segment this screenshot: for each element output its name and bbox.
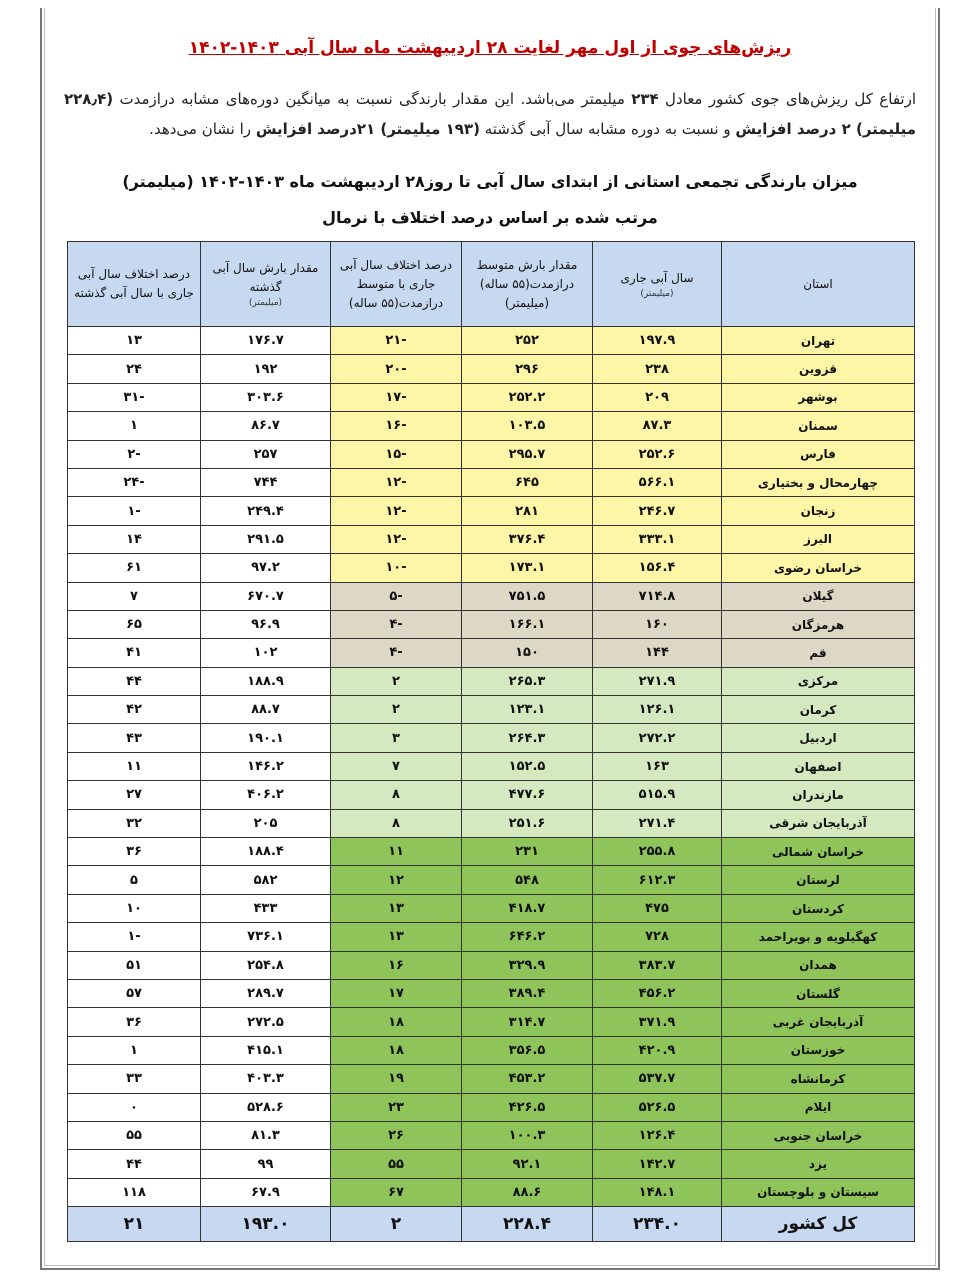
cell-province: اصفهان [722,752,915,780]
cell-longterm: ۳۷۶.۴ [462,525,593,553]
cell-current: ۴۷۵ [593,894,722,922]
table-row [68,327,915,355]
cell-province: اردبیل [722,724,915,752]
cell-province: آذربایجان شرقی [722,809,915,837]
cell-province: قم [722,639,915,667]
cell-diff-last: ۴۴ [68,1150,201,1178]
table-row [68,951,915,979]
cell-diff-normal: ۸ [331,809,462,837]
header-province: استان [722,242,915,327]
cell-last-year: ۸۱.۳ [201,1121,331,1149]
cell-longterm: ۲۶۵.۳ [462,667,593,695]
header-longterm-average: مقدار بارش متوسط درازمدت(۵۵ ساله) (میلیمتر) [462,242,593,327]
table-row [68,639,915,667]
table-row [68,610,915,638]
cell-last-year: ۷۳۶.۱ [201,923,331,951]
table-row [68,383,915,411]
cell-last-year: ۹۹ [201,1150,331,1178]
cell-last-year: ۹۶.۹ [201,610,331,638]
cell-province: خراسان شمالی [722,838,915,866]
cell-longterm: ۴۱۸.۷ [462,894,593,922]
cell-current: ۱۴۲.۷ [593,1150,722,1178]
header-diff-last-year: درصد اختلاف سال آبی جاری با سال آبی گذشته [68,242,201,327]
cell-diff-normal: -۴ [331,610,462,638]
cell-longterm: ۳۲۹.۹ [462,951,593,979]
cell-province: کهگیلویه و بویراحمد [722,923,915,951]
cell-diff-normal: -۱۷ [331,383,462,411]
table-row [68,781,915,809]
cell-current: ۱۶۰ [593,610,722,638]
cell-province: بوشهر [722,383,915,411]
cell-diff-last: ۱۰ [68,894,201,922]
cell-last-year: ۹۷.۲ [201,554,331,582]
cell-diff-normal: ۷ [331,752,462,780]
table-row [68,667,915,695]
cell-diff-last: ۴۳ [68,724,201,752]
cell-province: ایلام [722,1093,915,1121]
cell-diff-normal: ۲ [331,667,462,695]
table-total-row [68,1207,915,1242]
cell-province: سیستان و بلوچستان [722,1178,915,1206]
total-current: ۲۳۴.۰ [593,1207,722,1242]
cell-diff-normal: ۱۸ [331,1036,462,1064]
cell-last-year: ۸۶.۷ [201,412,331,440]
table-row [68,724,915,752]
cell-current: ۱۶۳ [593,752,722,780]
intro-text-3: و نسبت به دوره مشابه سال آبی گذشته [479,120,736,138]
table-header-row [68,242,915,327]
cell-last-year: ۲۵۷ [201,440,331,468]
table-row [68,525,915,553]
cell-longterm: ۴۲۶.۵ [462,1093,593,1121]
table-row [68,1093,915,1121]
cell-diff-last: -۱ [68,923,201,951]
cell-diff-last: ۳۲ [68,809,201,837]
cell-longterm: ۶۴۶.۲ [462,923,593,951]
cell-diff-normal: ۱۷ [331,979,462,1007]
cell-current: ۱۲۶.۱ [593,696,722,724]
cell-province: خراسان جنوبی [722,1121,915,1149]
cell-current: ۵۲۶.۵ [593,1093,722,1121]
table-row [68,1121,915,1149]
cell-last-year: ۲۵۴.۸ [201,951,331,979]
cell-diff-last: -۳۱ [68,383,201,411]
cell-diff-last: ۱۴ [68,525,201,553]
cell-longterm: ۳۵۶.۵ [462,1036,593,1064]
cell-diff-last: ۱ [68,1036,201,1064]
cell-longterm: ۲۵۲.۲ [462,383,593,411]
cell-last-year: ۶۷۰.۷ [201,582,331,610]
cell-diff-normal: -۱۲ [331,525,462,553]
cell-longterm: ۱۰۰.۳ [462,1121,593,1149]
cell-diff-normal: -۱۶ [331,412,462,440]
cell-diff-last: ۳۳ [68,1065,201,1093]
cell-last-year: ۷۴۴ [201,468,331,496]
cell-diff-normal: ۱۶ [331,951,462,979]
cell-diff-normal: -۴ [331,639,462,667]
cell-diff-normal: ۱۸ [331,1008,462,1036]
cell-current: ۲۵۵.۸ [593,838,722,866]
cell-last-year: ۲۰۵ [201,809,331,837]
table-row [68,1036,915,1064]
cell-diff-normal: -۱۲ [331,468,462,496]
table-row [68,696,915,724]
cell-current: ۷۲۸ [593,923,722,951]
cell-longterm: ۳۸۹.۴ [462,979,593,1007]
table-row [68,1150,915,1178]
cell-diff-normal: ۸ [331,781,462,809]
table-row [68,412,915,440]
cell-diff-last: ۴۱ [68,639,201,667]
cell-diff-normal: -۲۰ [331,355,462,383]
table-row [68,554,915,582]
cell-longterm: ۸۸.۶ [462,1178,593,1206]
cell-current: ۲۰۹ [593,383,722,411]
cell-last-year: ۳۰۳.۶ [201,383,331,411]
table-row [68,809,915,837]
cell-diff-last: ۰ [68,1093,201,1121]
cell-current: ۶۱۲.۳ [593,866,722,894]
cell-diff-last: ۴۴ [68,667,201,695]
intro-text-2: میلیمتر می‌باشد. این مقدار بارندگی نسبت به میانگین دوره‌های مشابه درازمدت [113,90,632,108]
cell-longterm: ۱۵۰ [462,639,593,667]
cell-province: سمنان [722,412,915,440]
cell-last-year: ۱۸۸.۴ [201,838,331,866]
table-row [68,866,915,894]
cell-diff-normal: -۱۵ [331,440,462,468]
cell-current: ۲۳۸ [593,355,722,383]
cell-province: مازندران [722,781,915,809]
cell-last-year: ۶۷.۹ [201,1178,331,1206]
cell-longterm: ۱۲۳.۱ [462,696,593,724]
table-row [68,1178,915,1206]
cell-last-year: ۴۳۳ [201,894,331,922]
cell-last-year: ۲۹۱.۵ [201,525,331,553]
rainfall-table [67,241,915,1242]
table-row [68,923,915,951]
cell-province: هرمزگان [722,610,915,638]
header-current-year: سال آبی جاری (میلیمتر) [593,242,722,327]
cell-province: البرز [722,525,915,553]
table-row [68,1008,915,1036]
cell-longterm: ۷۵۱.۵ [462,582,593,610]
table-row [68,468,915,496]
cell-longterm: ۶۴۵ [462,468,593,496]
cell-current: ۳۷۱.۹ [593,1008,722,1036]
cell-diff-last: ۱۱۸ [68,1178,201,1206]
cell-diff-last: ۴۲ [68,696,201,724]
cell-last-year: ۴۰۶.۲ [201,781,331,809]
intro-paragraph [64,84,916,144]
cell-province: فارس [722,440,915,468]
cell-diff-last: ۶۵ [68,610,201,638]
table-subtitle: مرتب شده بر اساس درصد اختلاف با نرمال [322,208,658,227]
cell-diff-last: ۱۱ [68,752,201,780]
table-row [68,894,915,922]
cell-diff-last: -۲ [68,440,201,468]
cell-diff-normal: ۲۶ [331,1121,462,1149]
cell-last-year: ۵۸۲ [201,866,331,894]
cell-diff-normal: -۵ [331,582,462,610]
cell-diff-normal: ۲۳ [331,1093,462,1121]
intro-text-4: را نشان می‌دهد. [149,120,256,138]
cell-diff-normal: ۵۵ [331,1150,462,1178]
cell-current: ۲۷۲.۲ [593,724,722,752]
cell-province: تهران [722,327,915,355]
cell-current: ۱۵۶.۴ [593,554,722,582]
cell-current: ۱۴۴ [593,639,722,667]
total-province: کل کشور [722,1207,915,1242]
cell-province: کرمان [722,696,915,724]
table-title: میزان بارندگی تجمعی استانی از ابتدای سال آبی تا روز۲۸ اردیبهشت ماه ۱۴۰۳-۱۴۰۲ (میلیمتر) [122,172,858,191]
cell-last-year: ۱۰۲ [201,639,331,667]
cell-last-year: ۱۷۶.۷ [201,327,331,355]
total-diff-normal: ۲ [331,1207,462,1242]
table-row [68,440,915,468]
cell-longterm: ۹۲.۱ [462,1150,593,1178]
cell-longterm: ۵۴۸ [462,866,593,894]
cell-diff-normal: ۳ [331,724,462,752]
total-diff-last: ۲۱ [68,1207,201,1242]
cell-longterm: ۲۹۵.۷ [462,440,593,468]
cell-current: ۸۷.۳ [593,412,722,440]
cell-province: چهارمحال و بختیاری [722,468,915,496]
cell-diff-last: ۶۱ [68,554,201,582]
cell-province: گیلان [722,582,915,610]
cell-diff-normal: ۱۱ [331,838,462,866]
header-diff-normal: درصد اختلاف سال آبی جاری با متوسط درازمدت(۵۵ ساله) [331,242,462,327]
cell-diff-last: ۵۱ [68,951,201,979]
document-title: ریزش‌های جوی از اول مهر لغایت ۲۸ اردیبهشت ماه سال آبی ۱۴۰۳-۱۴۰۲ [188,38,792,58]
cell-diff-normal: -۲۱ [331,327,462,355]
cell-diff-last: ۳۶ [68,838,201,866]
cell-last-year: ۲۸۹.۷ [201,979,331,1007]
cell-current: ۵۱۵.۹ [593,781,722,809]
table-row [68,979,915,1007]
cell-current: ۳۸۳.۷ [593,951,722,979]
cell-last-year: ۱۴۶.۲ [201,752,331,780]
cell-diff-normal: ۱۹ [331,1065,462,1093]
cell-longterm: ۱۰۳.۵ [462,412,593,440]
cell-current: ۲۴۶.۷ [593,497,722,525]
table-row [68,838,915,866]
total-longterm: ۲۲۸.۴ [462,1207,593,1242]
cell-province: لرستان [722,866,915,894]
intro-total-value: ۲۳۴ [631,90,659,108]
cell-province: همدان [722,951,915,979]
cell-last-year: ۲۴۹.۴ [201,497,331,525]
cell-diff-last: -۲۴ [68,468,201,496]
cell-last-year: ۱۹۰.۱ [201,724,331,752]
cell-diff-last: ۵۷ [68,979,201,1007]
table-row [68,1065,915,1093]
table-row [68,752,915,780]
cell-diff-last: ۷ [68,582,201,610]
cell-province: خوزستان [722,1036,915,1064]
cell-longterm: ۴۷۷.۶ [462,781,593,809]
cell-longterm: ۱۵۲.۵ [462,752,593,780]
cell-longterm: ۳۱۴.۷ [462,1008,593,1036]
table-row [68,355,915,383]
cell-current: ۵۳۷.۷ [593,1065,722,1093]
cell-province: آذربایجان غربی [722,1008,915,1036]
cell-current: ۲۷۱.۹ [593,667,722,695]
cell-last-year: ۵۲۸.۶ [201,1093,331,1121]
table-row [68,497,915,525]
cell-current: ۱۴۸.۱ [593,1178,722,1206]
cell-diff-last: -۱ [68,497,201,525]
cell-diff-last: ۵۵ [68,1121,201,1149]
cell-longterm: ۲۸۱ [462,497,593,525]
cell-diff-normal: -۱۲ [331,497,462,525]
cell-diff-last: ۳۶ [68,1008,201,1036]
cell-longterm: ۱۶۶.۱ [462,610,593,638]
cell-diff-normal: ۲ [331,696,462,724]
cell-province: مرکزی [722,667,915,695]
cell-current: ۵۶۶.۱ [593,468,722,496]
table-body [68,327,915,1207]
cell-longterm: ۱۷۳.۱ [462,554,593,582]
cell-current: ۷۱۴.۸ [593,582,722,610]
cell-diff-last: ۲۷ [68,781,201,809]
cell-diff-last: ۱۳ [68,327,201,355]
cell-province: کرمانشاه [722,1065,915,1093]
cell-longterm: ۲۵۱.۶ [462,809,593,837]
cell-current: ۱۲۶.۴ [593,1121,722,1149]
cell-longterm: ۲۹۶ [462,355,593,383]
cell-longterm: ۲۵۲ [462,327,593,355]
cell-province: کردستان [722,894,915,922]
cell-current: ۲۵۲.۶ [593,440,722,468]
cell-diff-last: ۵ [68,866,201,894]
cell-current: ۳۳۳.۱ [593,525,722,553]
intro-text-1: ارتفاع کل ریزش‌های جوی کشور معادل [658,90,916,108]
cell-province: زنجان [722,497,915,525]
total-last-year: ۱۹۳.۰ [201,1207,331,1242]
cell-current: ۴۵۶.۲ [593,979,722,1007]
cell-last-year: ۴۰۳.۳ [201,1065,331,1093]
cell-diff-normal: ۱۳ [331,894,462,922]
cell-diff-last: ۲۴ [68,355,201,383]
cell-diff-normal: ۶۷ [331,1178,462,1206]
cell-current: ۴۲۰.۹ [593,1036,722,1064]
cell-province: خراسان رضوی [722,554,915,582]
cell-last-year: ۱۹۲ [201,355,331,383]
cell-current: ۱۹۷.۹ [593,327,722,355]
intro-lastyear-comparison: (۱۹۳ میلیمتر) ۲۱درصد افزایش [255,120,480,138]
cell-last-year: ۴۱۵.۱ [201,1036,331,1064]
cell-province: یزد [722,1150,915,1178]
intro-longterm-comparison: (۲۲۸٫۴ میلیمتر) ۲ درصد افزایش [64,90,916,138]
cell-diff-last: ۱ [68,412,201,440]
cell-province: گلستان [722,979,915,1007]
cell-diff-normal: ۱۲ [331,866,462,894]
cell-diff-normal: -۱۰ [331,554,462,582]
header-last-year: مقدار بارش سال آبی گذشته (میلیمتر) [201,242,331,327]
cell-longterm: ۲۳۱ [462,838,593,866]
cell-last-year: ۸۸.۷ [201,696,331,724]
cell-longterm: ۴۵۳.۲ [462,1065,593,1093]
cell-last-year: ۱۸۸.۹ [201,667,331,695]
cell-current: ۲۷۱.۴ [593,809,722,837]
table-row [68,582,915,610]
cell-longterm: ۲۶۴.۳ [462,724,593,752]
cell-last-year: ۲۷۲.۵ [201,1008,331,1036]
cell-diff-normal: ۱۳ [331,923,462,951]
cell-province: قزوین [722,355,915,383]
